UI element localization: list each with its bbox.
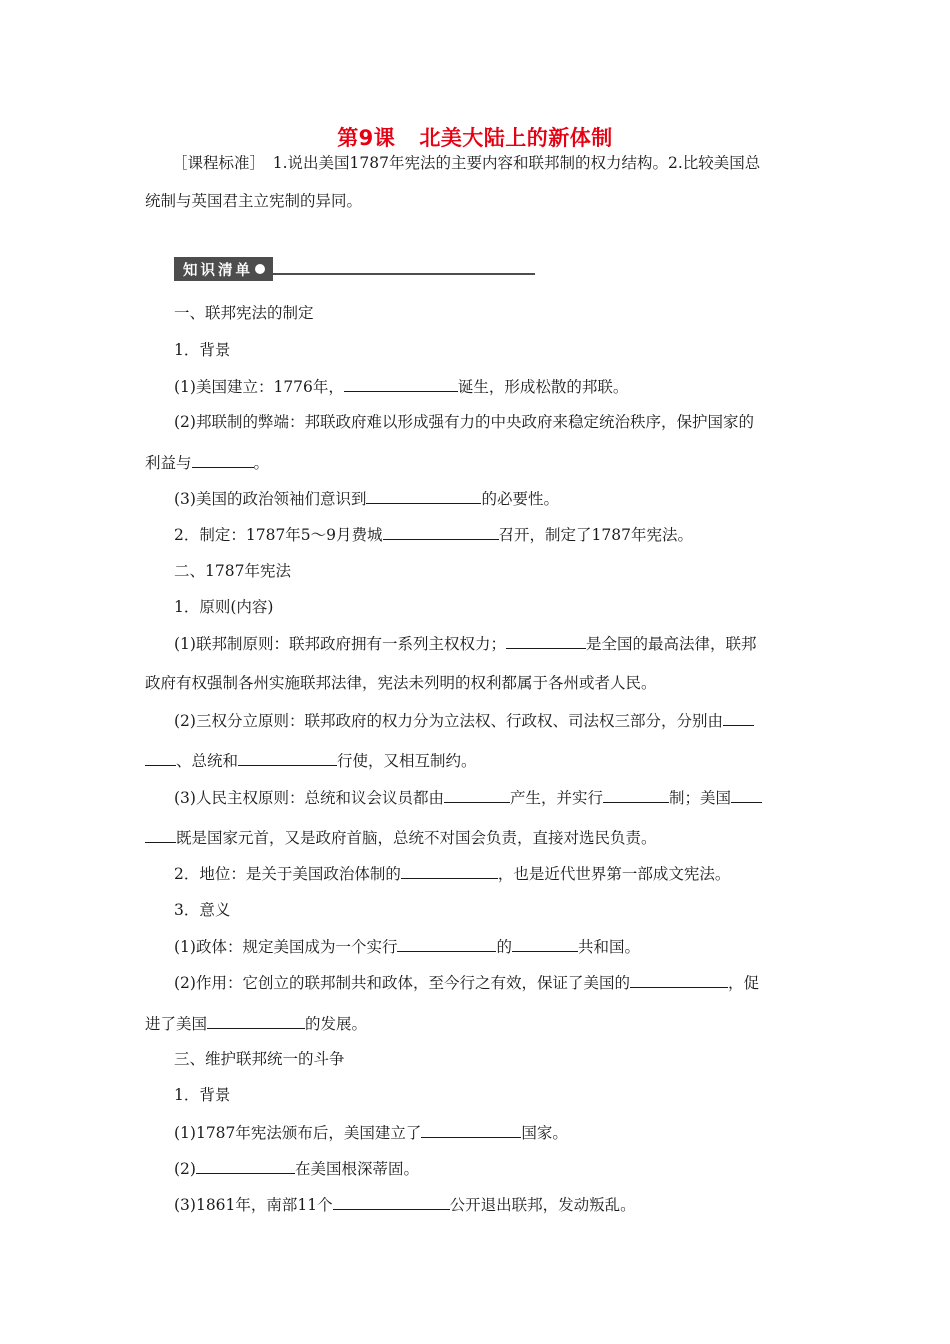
fill-line: 、总统和 行使，又相互制约。	[145, 749, 477, 772]
banner-label: 知识清单	[183, 262, 253, 279]
fill-line: (3)人民主权原则：总统和议会议员都由 产生，并实行 制；美国	[174, 786, 762, 809]
course-standard-line-1: ［课程标准］ 1.说出美国1787年宪法的主要内容和联邦制的权力结构。2.比较美国总	[172, 154, 761, 172]
answer-blank[interactable]	[630, 971, 728, 988]
text-line: (2)邦联制的弊端：邦联政府难以形成强有力的中央政府来稳定统治秩序，保护国家的	[174, 413, 754, 431]
answer-blank[interactable]	[196, 1157, 295, 1174]
answer-blank[interactable]	[145, 826, 176, 843]
banner-label-box	[174, 257, 273, 281]
fill-line: (3)美国的政治领袖们意识到 的必要性。	[174, 487, 559, 510]
knowledge-list-banner	[174, 257, 535, 281]
answer-blank[interactable]	[731, 786, 762, 803]
fill-line: (2) 在美国根深蒂固。	[174, 1157, 419, 1180]
section-heading: 一、联邦宪法的制定	[174, 304, 314, 322]
banner-rule	[273, 273, 535, 275]
lesson-name: 北美大陆上的新体制	[419, 126, 613, 150]
fill-line: 2．制定：1787年5～9月费城 召开，制定了1787年宪法。	[174, 523, 693, 546]
fill-line: (3)1861年，南部11个 公开退出联邦，发动叛乱。	[174, 1193, 636, 1216]
answer-blank[interactable]	[238, 749, 337, 766]
answer-blank[interactable]	[383, 523, 499, 540]
fill-line: (1)联邦制原则：联邦政府拥有一系列主权权力； 是全国的最高法律，联邦	[174, 632, 756, 655]
answer-blank[interactable]	[421, 1121, 521, 1138]
bullet-dot-icon	[255, 264, 265, 274]
fill-line: (1)美国建立：1776年， 诞生，形成松散的邦联。	[174, 375, 628, 398]
lesson-number: 第9课	[337, 126, 396, 150]
fill-line: (1)1787年宪法颁布后，美国建立了 国家。	[174, 1121, 568, 1144]
answer-blank[interactable]	[401, 862, 498, 879]
fill-line: (1)政体：规定美国成为一个实行 的 共和国。	[174, 935, 640, 958]
answer-blank[interactable]	[145, 749, 176, 766]
subsection-heading: 3．意义	[174, 901, 231, 919]
answer-blank[interactable]	[207, 1012, 305, 1029]
course-standard-line-2: 统制与英国君主立宪制的异同。	[145, 192, 363, 210]
answer-blank[interactable]	[344, 375, 458, 392]
page-title	[0, 122, 950, 152]
fill-line: 2．地位：是关于美国政治体制的 ，也是近代世界第一部成文宪法。	[174, 862, 730, 885]
answer-blank[interactable]	[444, 786, 510, 803]
answer-blank[interactable]	[366, 487, 481, 504]
subsection-heading: 1．原则(内容)	[174, 598, 274, 616]
answer-blank[interactable]	[506, 632, 586, 649]
fill-line: 利益与 。	[145, 451, 269, 474]
fill-line: (2)作用：它创立的联邦制共和政体，至今行之有效，保证了美国的 ，促	[174, 971, 759, 994]
fill-line: 既是国家元首，又是政府首脑，总统不对国会负责，直接对选民负责。	[145, 826, 657, 849]
section-heading: 三、维护联邦统一的斗争	[174, 1050, 345, 1068]
fill-line: (2)三权分立原则：联邦政府的权力分为立法权、行政权、司法权三部分，分别由	[174, 709, 754, 732]
answer-blank[interactable]	[512, 935, 578, 952]
subsection-heading: 1．背景	[174, 1086, 231, 1104]
answer-blank[interactable]	[723, 709, 754, 726]
answer-blank[interactable]	[333, 1193, 450, 1210]
answer-blank[interactable]	[397, 935, 496, 952]
section-heading: 二、1787年宪法	[174, 562, 291, 580]
fill-line: 进了美国 的发展。	[145, 1012, 367, 1035]
text-line: 政府有权强制各州实施联邦法律，宪法未列明的权利都属于各州或者人民。	[145, 674, 657, 692]
answer-blank[interactable]	[192, 451, 254, 468]
answer-blank[interactable]	[603, 786, 669, 803]
subsection-heading: 1．背景	[174, 341, 231, 359]
